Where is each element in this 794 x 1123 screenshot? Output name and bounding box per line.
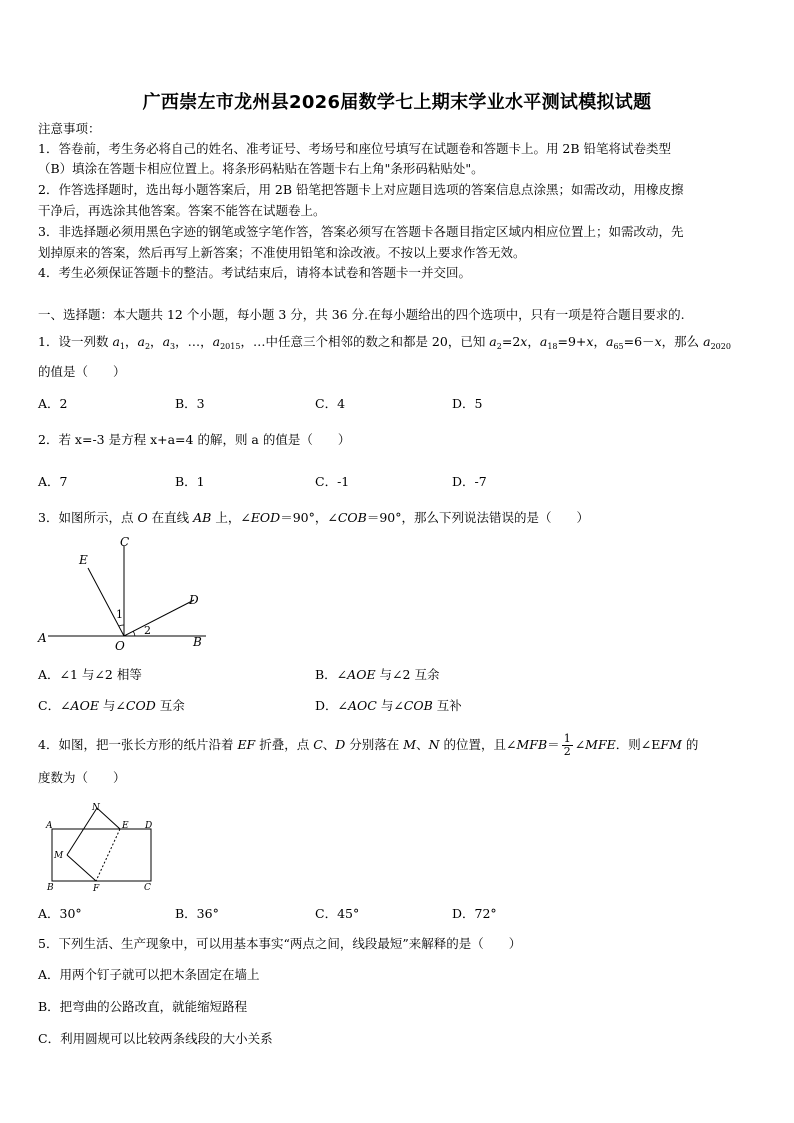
label-c: C (120, 535, 130, 549)
label-angle-1: 1 (116, 608, 123, 621)
notice-line-3a: 3．非选择题必须用黑色字迹的钢笔或签字笔作答，答案必须写在答题卡各题目指定区域内相应位置上；如需改动，先 (38, 224, 684, 239)
q4-fold-figure (40, 800, 170, 895)
q1-option-d[interactable]: D．5 (452, 396, 483, 411)
label-d: D (145, 821, 153, 831)
notice-line-4: 4．考生必须保证答题卡的整洁。考试结束后，请将本试卷和答题卡一并交回。 (38, 265, 471, 280)
notice-line-2a: 2．作答选择题时，选出每小题答案后，用 2B 铅笔把答题卡上对应题目选项的答案信息点涂黑；如需改动，用橡皮擦 (38, 182, 684, 197)
question-4-stem-end: 度数为（ ） (38, 770, 126, 785)
q2-option-c[interactable]: C．-1 (315, 474, 350, 489)
ray-oe (88, 568, 124, 636)
label-d: D (189, 593, 199, 607)
q4-option-b[interactable]: B．36° (175, 906, 219, 921)
q3-option-a[interactable]: A．∠1 与∠2 相等 (38, 667, 142, 682)
q5-option-a[interactable]: A．用两个钉子就可以把木条固定在墙上 (38, 967, 260, 982)
q3-option-d[interactable]: D．∠AOC 与∠COB 互补 (315, 698, 462, 713)
q3-option-b[interactable]: B．∠AOE 与∠2 互余 (315, 667, 440, 682)
notice-line-3b: 划掉原来的答案，然后再写上新答案；不准使用铅笔和涂改液。不按以上要求作答无效。 (38, 245, 526, 260)
label-a: A (38, 631, 47, 645)
q2-option-a[interactable]: A．7 (38, 474, 68, 489)
segment-ne (97, 808, 120, 829)
notice-line-2b: 干净后，再选涂其他答案。答案不能答在试题卷上。 (38, 203, 326, 218)
label-angle-2: 2 (144, 624, 151, 637)
label-o: O (115, 639, 125, 653)
label-n: N (92, 803, 100, 813)
q2-option-d[interactable]: D．-7 (452, 474, 487, 489)
fold-line-ef (96, 829, 120, 881)
q4-option-c[interactable]: C．45° (315, 906, 360, 921)
q4-option-a[interactable]: A．30° (38, 906, 82, 921)
question-4-stem: 4．如图，把一张长方形的纸片沿着 EF 折叠，点 C、D 分别落在 M、N 的位置，且∠MFB＝ $\frac{1}{2}$ ∠MFE．则∠EFM 的 (38, 732, 699, 758)
q1-option-c[interactable]: C．4 (315, 396, 346, 411)
question-5-stem: 5．下列生活、生产现象中，可以用基本事实“两点之间，线段最短”来解释的是（ ） (38, 936, 522, 951)
notice-line-1b: （B）填涂在答题卡相应位置上。将条形码粘贴在答题卡右上角"条形码粘贴处"。 (38, 161, 484, 176)
label-b: B (47, 883, 54, 893)
q2-option-b[interactable]: B．1 (175, 474, 205, 489)
label-b: B (193, 635, 202, 649)
label-e: E (79, 553, 88, 567)
ray-od (124, 600, 194, 636)
angle-2-arc (133, 631, 135, 636)
segment-mf (67, 855, 96, 881)
q3-angle-figure (34, 530, 214, 655)
question-1-stem: 1．设一列数 $a_1$，$a_2$，$a_3$，…，$a_{2015}$，…中任意三个相邻的数之和都是 20，已知 $a_2=2x$，$a_{18}=9+x$，$a_{65}=6-x$，那么 $a_{2020}$ (38, 334, 731, 351)
q4-option-d[interactable]: D．72° (452, 906, 497, 921)
section-heading: 一、选择题：本大题共 12 个小题，每小题 3 分，共 36 分.在每小题给出的四个选项中，只有一项是符合题目要求的. (38, 307, 685, 322)
notice-heading: 注意事项： (38, 121, 101, 136)
q1-option-a[interactable]: A．2 (38, 396, 68, 411)
label-c: C (144, 883, 151, 893)
fraction-one-half: $\frac{1}{2}$ (563, 732, 571, 758)
label-f: F (93, 884, 100, 894)
segment-nm (67, 808, 97, 855)
question-1-stem-end: 的值是（ ） (38, 364, 126, 379)
label-m: M (54, 851, 64, 861)
q5-option-c[interactable]: C．利用圆规可以比较两条线段的大小关系 (38, 1031, 273, 1046)
angle-1-arc (119, 625, 124, 626)
rectangle-abcd (52, 829, 151, 881)
q1-option-b[interactable]: B．3 (175, 396, 205, 411)
question-2-stem: 2．若 x=-3 是方程 x+a=4 的解，则 a 的值是（ ） (38, 432, 351, 447)
label-a: A (46, 821, 53, 831)
notice-line-1a: 1．答卷前，考生务必将自己的姓名、准考证号、考场号和座位号填写在试题卷和答题卡上。用 2B 铅笔将试卷类型 (38, 141, 672, 156)
q5-option-b[interactable]: B．把弯曲的公路改直，就能缩短路程 (38, 999, 248, 1014)
label-e: E (122, 821, 129, 831)
q3-option-c[interactable]: C．∠AOE 与∠COD 互余 (38, 698, 185, 713)
question-3-stem: 3．如图所示，点 O 在直线 AB 上，∠EOD＝90°，∠COB＝90°，那么下列说法错误的是（ ） (38, 510, 590, 525)
page-title: 广西崇左市龙州县2026届数学七上期末学业水平测试模拟试题 (142, 92, 652, 113)
